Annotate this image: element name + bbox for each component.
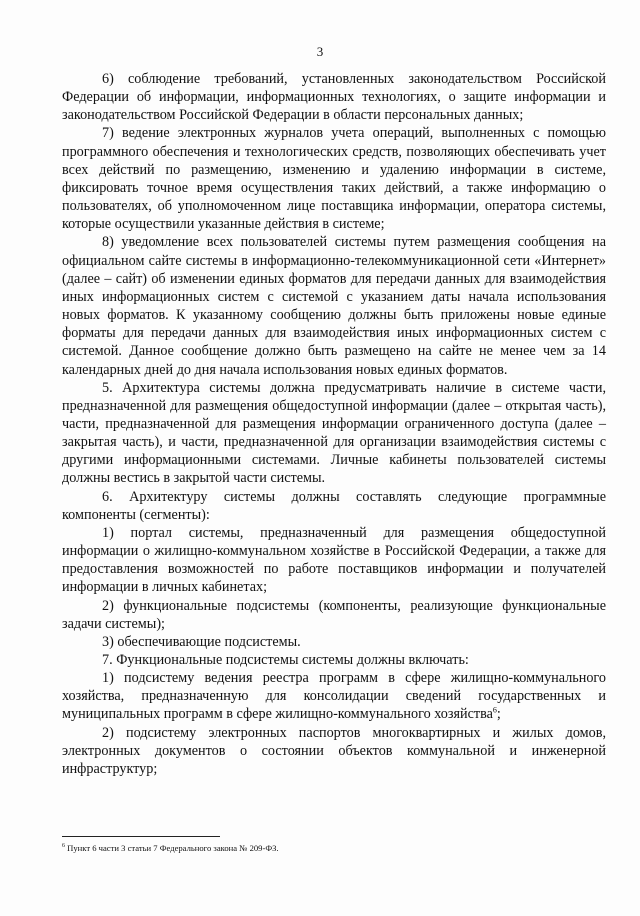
paragraph-item-8-user-notification: 8) уведомление всех пользователей системы путем размещения сообщения на официальном сайте системы в информационно-телекоммуникационной сети «Интернет» (далее – сайт) об изменении единых форматов для передачи данных для взаимодействия иных информационных систем с системой с указанием даты начала использования новых форматов. К указанному сообщению должны быть приложены новые единые форматы для передачи данных для взаимодействия иных информационных систем с системой. Данное сообщение должно быть размещено на сайте не менее чем за 14 календарных дней до дня начала использования новых единых форматов. [62, 234, 606, 378]
page-number: 3 [316, 44, 324, 59]
footnote-marker: 6 [62, 843, 65, 850]
paragraph-item-6-data-compliance: 6) соблюдение требований, установленных законодательством Российской Федерации об информации, информационных технологиях, о защите информации и законодательством Российской Федерации в области персональных данных; [62, 71, 606, 124]
footnote-divider [62, 836, 220, 837]
paragraph-subsystem-1-programs-registry [62, 669, 606, 723]
paragraph-item-7-operation-logs: 7) ведение электронных журналов учета операций, выполненных с помощью программного обеспечения и технологических средств, позволяющих обеспечивать учет всех действий по размещению, изменению и удалению информации в системе, фиксировать точное время осуществления таких действий, а также информацию о пользователях, об уполномоченном лице поставщика информации, оператора системы, которые осуществили указанные действия в системе; [62, 125, 606, 233]
document-body [62, 70, 606, 778]
paragraph-component-2-functional: 2) функциональные подсистемы (компоненты, реализующие функциональные задачи системы); [62, 597, 606, 632]
paragraph-section-5-architecture: 5. Архитектура системы должна предусматривать наличие в системе части, предназначенной для размещения общедоступной информации (далее – открытая часть), части, предназначенной для размещения информации ограниченного доступа (далее – закрытая часть), и части, предназначенной для организации взаимодействия системы с другими информационными системами. Личные кабинеты пользователей системы должны вестись в закрытой части системы. [62, 379, 606, 487]
footnote [62, 842, 606, 854]
paragraph-component-1-portal: 1) портал системы, предназначенный для размещения общедоступной информации о жилищно-коммунальном хозяйстве в Российской Федерации, а также для предоставления возможностей по работе поставщиков информации и получателей информации в личных кабинетах; [62, 524, 606, 596]
paragraph-section-7-subsystems: 7. Функциональные подсистемы системы должны включать: [102, 652, 469, 668]
paragraph-subsystem-1-text: 1) подсистему ведения реестра программ в сфере жилищно-коммунального хозяйства, предназначенную для консолидации сведений государственных и муниципальных программ в сфере жилищно-коммунального хозяйства [62, 670, 606, 723]
paragraph-component-3-supporting: 3) обеспечивающие подсистемы. [102, 633, 301, 650]
paragraph-subsystem-1-tail: ; [496, 706, 501, 723]
footnote-text: Пункт 6 части 3 статьи 7 Федерального закона № 209-ФЗ. [67, 843, 279, 853]
paragraph-subsystem-2-passports: 2) подсистему электронных паспортов многоквартирных и жилых домов, электронных документов о состоянии объектов коммунальной и инженерной инфраструктур; [62, 724, 606, 777]
footnote-reference[interactable]: 6 [492, 705, 497, 715]
paragraph-section-6-components: 6. Архитектуру системы должны составлять следующие программные компоненты (сегменты): [62, 488, 606, 523]
